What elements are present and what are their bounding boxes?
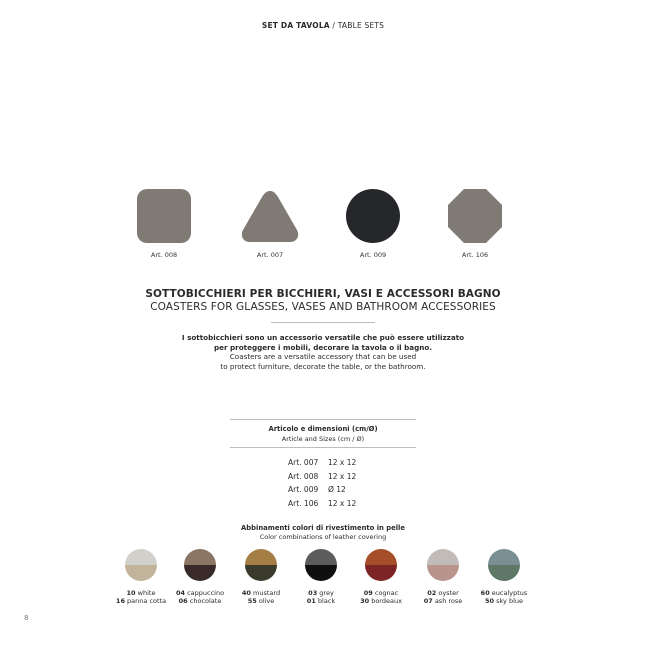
swatch-label-bottom — [408, 597, 478, 605]
octagon-coaster-icon — [447, 188, 503, 244]
article-cell: Art. 009 — [288, 485, 319, 494]
title-italian: SOTTOBICCHIERI PER BICCHIERI, VASI E ACCESSORI BAGNO — [145, 288, 501, 300]
size-cell: 12 x 12 — [328, 458, 357, 467]
color-name: sky blue — [496, 597, 523, 605]
color-name: ash rose — [434, 597, 463, 605]
rounded-square-coaster-icon — [136, 188, 192, 244]
color-code: 60 — [480, 589, 490, 597]
size-cell: Ø 12 — [328, 485, 346, 494]
rounded-triangle-coaster-icon — [239, 188, 301, 244]
title-divider — [271, 322, 375, 323]
octagon-shape — [448, 189, 502, 243]
section-title — [0, 288, 646, 313]
table-row — [230, 483, 416, 497]
circle-coaster-icon — [345, 188, 401, 244]
table-row — [230, 497, 416, 511]
table-row — [230, 456, 416, 470]
size-cell: 12 x 12 — [328, 471, 357, 481]
color-name: white — [137, 589, 156, 597]
swatch-label-bottom — [346, 597, 416, 605]
color-name: olive — [258, 597, 275, 605]
title-english: COASTERS FOR GLASSES, VASES AND BATHROOM ACCESSORIES — [150, 301, 496, 313]
table-row — [230, 470, 416, 484]
product-art-009 — [328, 188, 418, 259]
swatch-bottom-half — [427, 565, 459, 581]
article-cell: Art. 008 — [288, 471, 319, 481]
two-tone-swatch-icon — [124, 548, 158, 582]
sizes-header-it: Articolo e dimensioni (cm/Ø) — [268, 425, 378, 433]
color-swatch — [469, 548, 539, 605]
swatch-bottom-half — [125, 565, 157, 581]
description-it-line-1: I sottobicchieri sono un accessorio versatile che può essere utilizzato — [181, 333, 465, 342]
swatch-top-half — [305, 549, 337, 565]
color-code: 55 — [247, 597, 257, 605]
article-cell: Art. 106 — [288, 498, 319, 508]
colors-title — [0, 524, 646, 541]
swatch-top-half — [488, 549, 520, 565]
swatch-top-half — [365, 549, 397, 565]
description-en-line-1: Coasters are a versatile accessory that can be used — [229, 352, 417, 362]
swatch-label-bottom — [165, 597, 235, 605]
header-category-en: TABLE SETS — [337, 21, 385, 30]
swatch-label-top — [469, 589, 539, 597]
description — [0, 333, 646, 371]
color-swatch — [408, 548, 478, 605]
color-code: 30 — [360, 597, 370, 605]
product-label: Art. 106 — [461, 251, 489, 259]
sizes-table — [230, 419, 416, 510]
color-code: 01 — [306, 597, 316, 605]
product-art-106 — [430, 188, 520, 259]
header-category-it: SET DA TAVOLA — [261, 21, 330, 30]
rounded-square-shape — [137, 189, 191, 243]
color-code: 40 — [241, 589, 251, 597]
description-it-line-2: per proteggere i mobili, decorare la tavola o il bagno. — [213, 342, 433, 352]
swatch-bottom-half — [184, 565, 216, 581]
swatch-bottom-half — [365, 565, 397, 581]
two-tone-swatch-icon — [183, 548, 217, 582]
color-name: cappuccino — [187, 589, 225, 597]
circle-shape — [346, 189, 400, 243]
color-name: grey — [319, 589, 334, 597]
sizes-header-en: Article and Sizes (cm / Ø) — [281, 435, 365, 443]
color-name: panna cotta — [127, 597, 167, 605]
colors-title-it: Abbinamenti colori di rivestimento in pelle — [241, 524, 405, 532]
product-label: Art. 007 — [256, 251, 284, 259]
color-name: chocolate — [189, 597, 222, 605]
swatch-label-top — [408, 589, 478, 597]
rounded-triangle-shape — [242, 191, 298, 242]
page-number: 8 — [24, 614, 29, 622]
color-code: 04 — [175, 589, 185, 597]
swatch-bottom-half — [245, 565, 277, 581]
color-code: 02 — [427, 589, 437, 597]
sizes-rows — [230, 456, 416, 510]
swatch-top-half — [184, 549, 216, 565]
swatch-bottom-half — [305, 565, 337, 581]
two-tone-swatch-icon — [426, 548, 460, 582]
color-swatch — [346, 548, 416, 605]
product-row — [0, 188, 646, 268]
product-art-008 — [119, 188, 209, 259]
color-code: 03 — [308, 589, 318, 597]
description-en-line-2: to protect furniture, decorate the table, or the bathroom. — [220, 361, 426, 371]
product-label: Art. 008 — [150, 251, 178, 259]
two-tone-swatch-icon — [487, 548, 521, 582]
swatch-top-half — [125, 549, 157, 565]
color-name: eucalyptus — [491, 589, 528, 597]
swatch-label-top — [165, 589, 235, 597]
product-art-007 — [225, 188, 315, 259]
color-name: mustard — [253, 589, 281, 597]
color-code: 07 — [423, 597, 433, 605]
color-code: 06 — [178, 597, 188, 605]
page-header — [0, 21, 646, 30]
colors-title-en: Color combinations of leather covering — [259, 533, 387, 541]
two-tone-swatch-icon — [304, 548, 338, 582]
sizes-table-header-rule — [230, 447, 416, 448]
article-cell: Art. 007 — [288, 458, 319, 467]
color-name: oyster — [438, 589, 459, 597]
color-code: 50 — [484, 597, 495, 605]
two-tone-swatch-icon — [364, 548, 398, 582]
size-cell: 12 x 12 — [328, 498, 357, 508]
color-name: cognac — [374, 589, 399, 597]
color-name: bordeaux — [371, 597, 402, 605]
header-separator: / — [329, 21, 338, 30]
two-tone-swatch-icon — [244, 548, 278, 582]
color-name: black — [317, 597, 336, 605]
color-code: 09 — [363, 589, 373, 597]
swatch-top-half — [427, 549, 459, 565]
swatch-label-top — [346, 589, 416, 597]
product-label: Art. 009 — [359, 251, 387, 259]
color-code: 16 — [115, 597, 125, 605]
swatch-label-bottom — [469, 597, 539, 605]
color-swatch — [165, 548, 235, 605]
swatch-bottom-half — [488, 565, 520, 581]
color-code: 10 — [126, 589, 136, 597]
swatch-top-half — [245, 549, 277, 565]
sizes-table-top-rule — [230, 419, 416, 420]
